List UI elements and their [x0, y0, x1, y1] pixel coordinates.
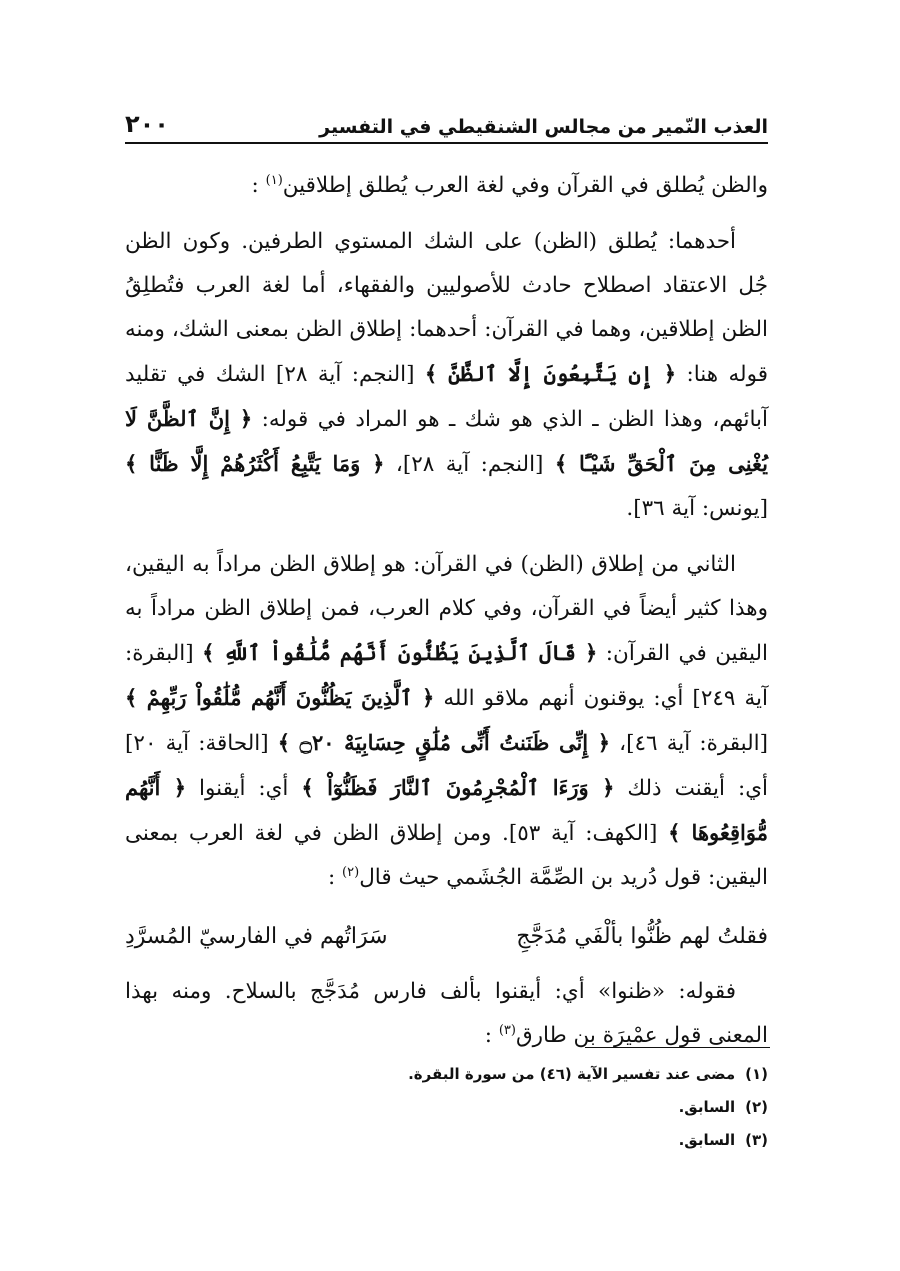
text-segment: [البقرة: آية ٤٦]،	[619, 731, 768, 756]
quran-verse: ﴿ إِن يَتَّبِعُونَ إِلَّا ٱلظَّنَّ ﴾	[424, 361, 677, 386]
footnote-ref-3: (٣)	[498, 1022, 516, 1038]
main-text	[125, 164, 768, 1058]
footnote-ref-2: (٢)	[342, 864, 360, 880]
text-segment: فقوله: «ظنوا» أي: أيقنوا بألف فارس مُدَجَّج بالسلاح. ومنه بهذا المعنى قول عمْيرَة بن طارق	[125, 979, 768, 1048]
paragraph-explanation	[125, 970, 768, 1058]
text-colon: :	[327, 865, 336, 890]
text-segment: [النجم: آية ٢٨] الشك في تقليد آبائهم، وهذا الظن ـ الذي هو شك ـ هو المراد في قوله:	[125, 362, 768, 432]
text-segment: [البقرة: آية ٢٤٩] أي: يوقنون أنهم ملاقو الله	[125, 641, 768, 711]
footnote-divider	[585, 1047, 770, 1048]
paragraph-second-meaning	[125, 543, 768, 900]
quran-verse: ﴿ قَالَ ٱلَّذِينَ يَظُنُّونَ أَنَّهُم مُّلَٰقُواْ ٱللَّهِ ﴾	[202, 640, 598, 665]
text-segment: أحدهما: يُطلق (الظن) على الشك المستوي الطرفين. وكون الظن جُل الاعتقاد اصطلاح حادث للأصوليين والفقهاء، أما لغة العرب فتُطلِقُ الظن إطلاقين، وهما في القرآن: أحدهما: إطلاق الظن بمعنى الشك، ومنه قوله هنا:	[125, 229, 768, 387]
text-segment: الثاني من إطلاق (الظن) في القرآن: هو إطلاق الظن مراداً به اليقين، وهذا كثير أيضاً في القرآن، وفي كلام العرب، فمن إطلاق الظن مراداً به اليقين في القرآن:	[125, 552, 768, 666]
footnote-item	[125, 1091, 768, 1124]
footnote-item	[125, 1124, 768, 1157]
quran-verse: ﴿ وَرَءَا ٱلْمُجْرِمُونَ ٱلنَّارَ فَظَنُّوٓاْ ﴾	[301, 775, 615, 800]
quran-verse: ﴿ إِنِّى ظَنَنتُ أَنِّى مُلَٰقٍ حِسَابِيَهْ ۝٢٠ ﴾	[277, 730, 611, 755]
quran-verse: ﴿ أَنَّهُم مُّوَاقِعُوهَا ﴾	[125, 775, 768, 845]
text-segment: [يونس: آية ٣٦].	[626, 496, 768, 521]
intro-colon: :	[251, 173, 259, 198]
footnote-number: (١)	[745, 1065, 768, 1083]
intro-text: والظن يُطلق في القرآن وفي لغة العرب يُطلق إطلاقين	[282, 173, 768, 198]
page	[125, 98, 768, 1070]
running-title: العذب النّمير من مجالس الشنقيطي في التفسير	[319, 116, 768, 138]
text-segment: [النجم: آية ٢٨]،	[395, 452, 544, 477]
running-header	[125, 98, 768, 144]
text-segment: [الحاقة: آية ٢٠] أي: أيقنت ذلك	[125, 731, 768, 801]
text-segment: أي: أيقنوا	[199, 776, 289, 801]
footnote-item	[125, 1058, 768, 1091]
quran-verse: ﴿ وَمَا يَتَّبِعُ أَكْثَرُهُمْ إِلَّا ظَنًّا ﴾	[125, 451, 385, 476]
quran-verse: ﴿ إِنَّ ٱلظَّنَّ لَا يُغْنِى مِنَ ٱلْحَقِّ شَيْـًٔا ﴾	[125, 406, 769, 476]
page-number: ٢٠٠	[125, 110, 169, 138]
paragraph-intro	[125, 164, 768, 208]
paragraph-first-meaning	[125, 220, 768, 531]
footnote-text: السابق.	[678, 1131, 736, 1149]
footnote-text: مضى عند تفسير الآية (٤٦) من سورة البقرة.	[408, 1065, 736, 1083]
text-segment: [الكهف: آية ٥٣]. ومن إطلاق الظن في لغة العرب بمعنى اليقين: قول دُريد بن الصِّمَّة الجُشَمي حيث قال	[125, 821, 768, 890]
poem-verse	[125, 912, 768, 962]
text-colon: :	[484, 1023, 492, 1048]
footnote-number: (٣)	[745, 1131, 768, 1149]
poem-second-hemistich: سَرَاتُهم في الفارسيّ المُسرَّدِ	[125, 924, 388, 949]
quran-verse: ﴿ ٱلَّذِينَ يَظُنُّونَ أَنَّهُم مُّلَٰقُواْ رَبِّهِمْ ﴾	[125, 685, 435, 710]
footnotes	[125, 1058, 768, 1157]
footnote-ref-1: (١)	[265, 172, 283, 188]
footnote-number: (٢)	[745, 1098, 768, 1116]
footnote-text: السابق.	[678, 1098, 736, 1116]
poem-first-hemistich: فقلتُ لهم ظُنُّوا بألْفَي مُدَجَّجِ	[516, 924, 768, 949]
